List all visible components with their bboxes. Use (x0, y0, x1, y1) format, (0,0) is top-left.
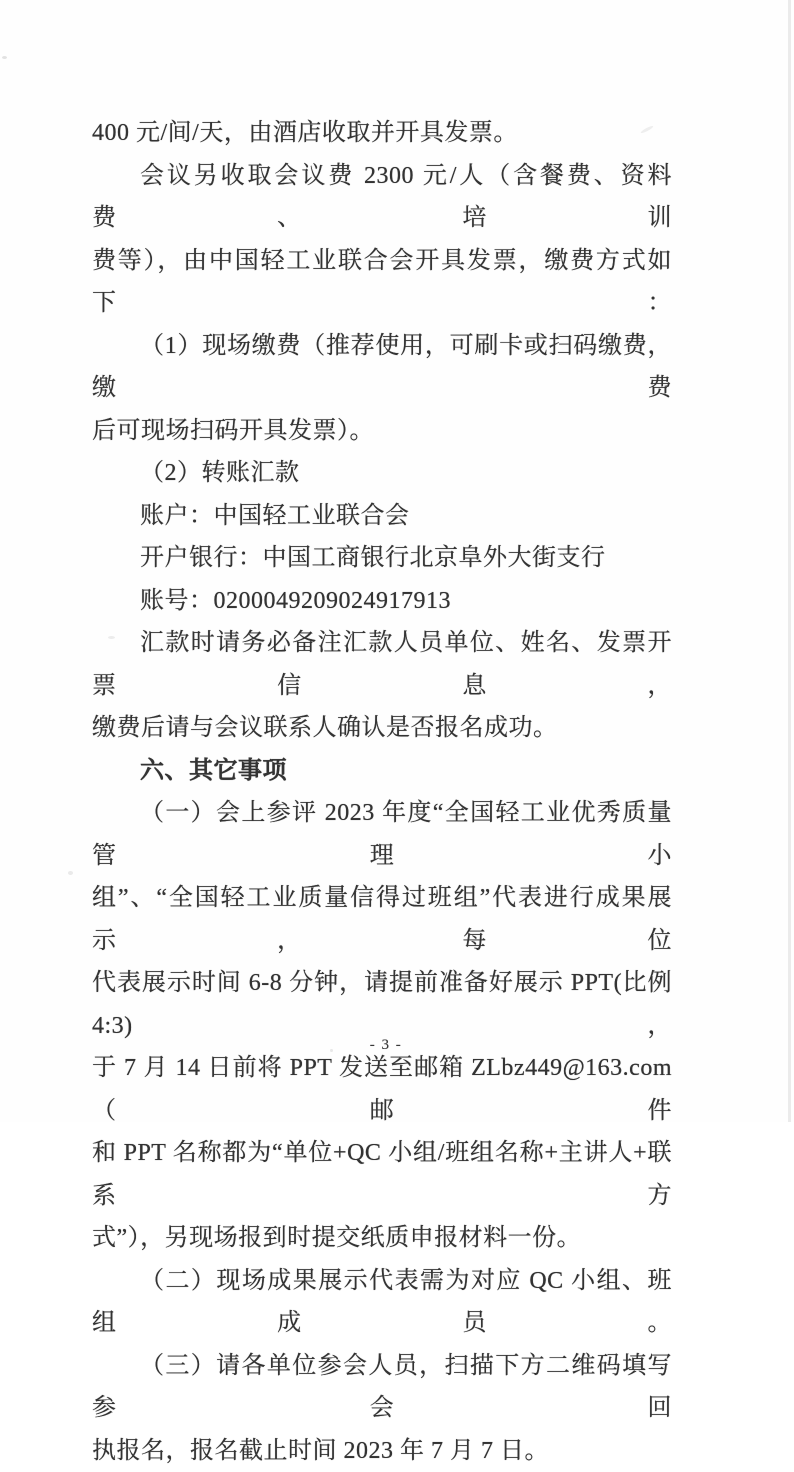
line-remittance-note-2: 缴费后请与会议联系人确认是否报名成功。 (92, 707, 672, 750)
scan-speck (330, 1049, 333, 1052)
scan-speck (2, 56, 7, 59)
paragraph-bank-name (92, 537, 672, 580)
line-account-number: 账号：0200049209024917913 (92, 580, 672, 623)
paragraph-item-one (92, 792, 672, 1260)
paragraph-account-name (92, 495, 672, 538)
paragraph-item-three (92, 1345, 672, 1472)
line-item-three-2: 执报名，报名截止时间 2023 年 7 月 7 日。 (92, 1430, 672, 1472)
line-item-one-2: 组”、“全国轻工业质量信得过班组”代表进行成果展示，每位 (92, 877, 672, 962)
paragraph-account-number (92, 580, 672, 623)
line-payment-transfer: （2）转账汇款 (92, 452, 672, 495)
page-footer (0, 1036, 783, 1054)
line-item-one-4: 于 7 月 14 日前将 PPT 发送至邮箱 ZLbz449@163.com（邮件 (92, 1047, 672, 1132)
paragraph-remittance-note (92, 622, 672, 750)
scan-edge-artifact (788, 0, 791, 1122)
line-remittance-note-1: 汇款时请务必备注汇款人员单位、姓名、发票开票信息， (92, 622, 672, 707)
paragraph-payment-transfer (92, 452, 672, 495)
heading-other-matters: 六、其它事项 (92, 750, 672, 793)
document-body (92, 112, 672, 1472)
line-item-three-1: （三）请各单位参会人员，扫描下方二维码填写参会回 (92, 1345, 672, 1430)
page-number: - 3 - (370, 1037, 403, 1053)
line-conference-fee-1: 会议另收取会议费 2300 元/人（含餐费、资料费、培训 (92, 155, 672, 240)
paragraph-room-fee (92, 112, 672, 155)
paragraph-item-two (92, 1260, 672, 1345)
scan-speck (68, 871, 73, 875)
paragraph-conference-fee (92, 155, 672, 325)
section-heading-other-matters (92, 750, 672, 793)
scan-speck (108, 636, 115, 639)
line-bank-name: 开户银行：中国工商银行北京阜外大街支行 (92, 537, 672, 580)
line-conference-fee-2: 费等），由中国轻工业联合会开具发票，缴费方式如下： (92, 240, 672, 325)
line-payment-onsite-1: （1）现场缴费（推荐使用，可刷卡或扫码缴费，缴费 (92, 325, 672, 410)
line-item-one-3: 代表展示时间 6-8 分钟，请提前准备好展示 PPT(比例 4:3)， (92, 962, 672, 1047)
line-item-two: （二）现场成果展示代表需为对应 QC 小组、班组成员。 (92, 1260, 672, 1345)
line-item-one-1: （一）会上参评 2023 年度“全国轻工业优秀质量管理小 (92, 792, 672, 877)
line-room-fee: 400 元/间/天，由酒店收取并开具发票。 (92, 112, 672, 155)
line-item-one-6: 式”），另现场报到时提交纸质申报材料一份。 (92, 1217, 672, 1260)
line-account-name: 账户：中国轻工业联合会 (92, 495, 672, 538)
line-item-one-5: 和 PPT 名称都为“单位+QC 小组/班组名称+主讲人+联系方 (92, 1132, 672, 1217)
paragraph-payment-onsite (92, 325, 672, 453)
line-payment-onsite-2: 后可现场扫码开具发票）。 (92, 410, 672, 453)
